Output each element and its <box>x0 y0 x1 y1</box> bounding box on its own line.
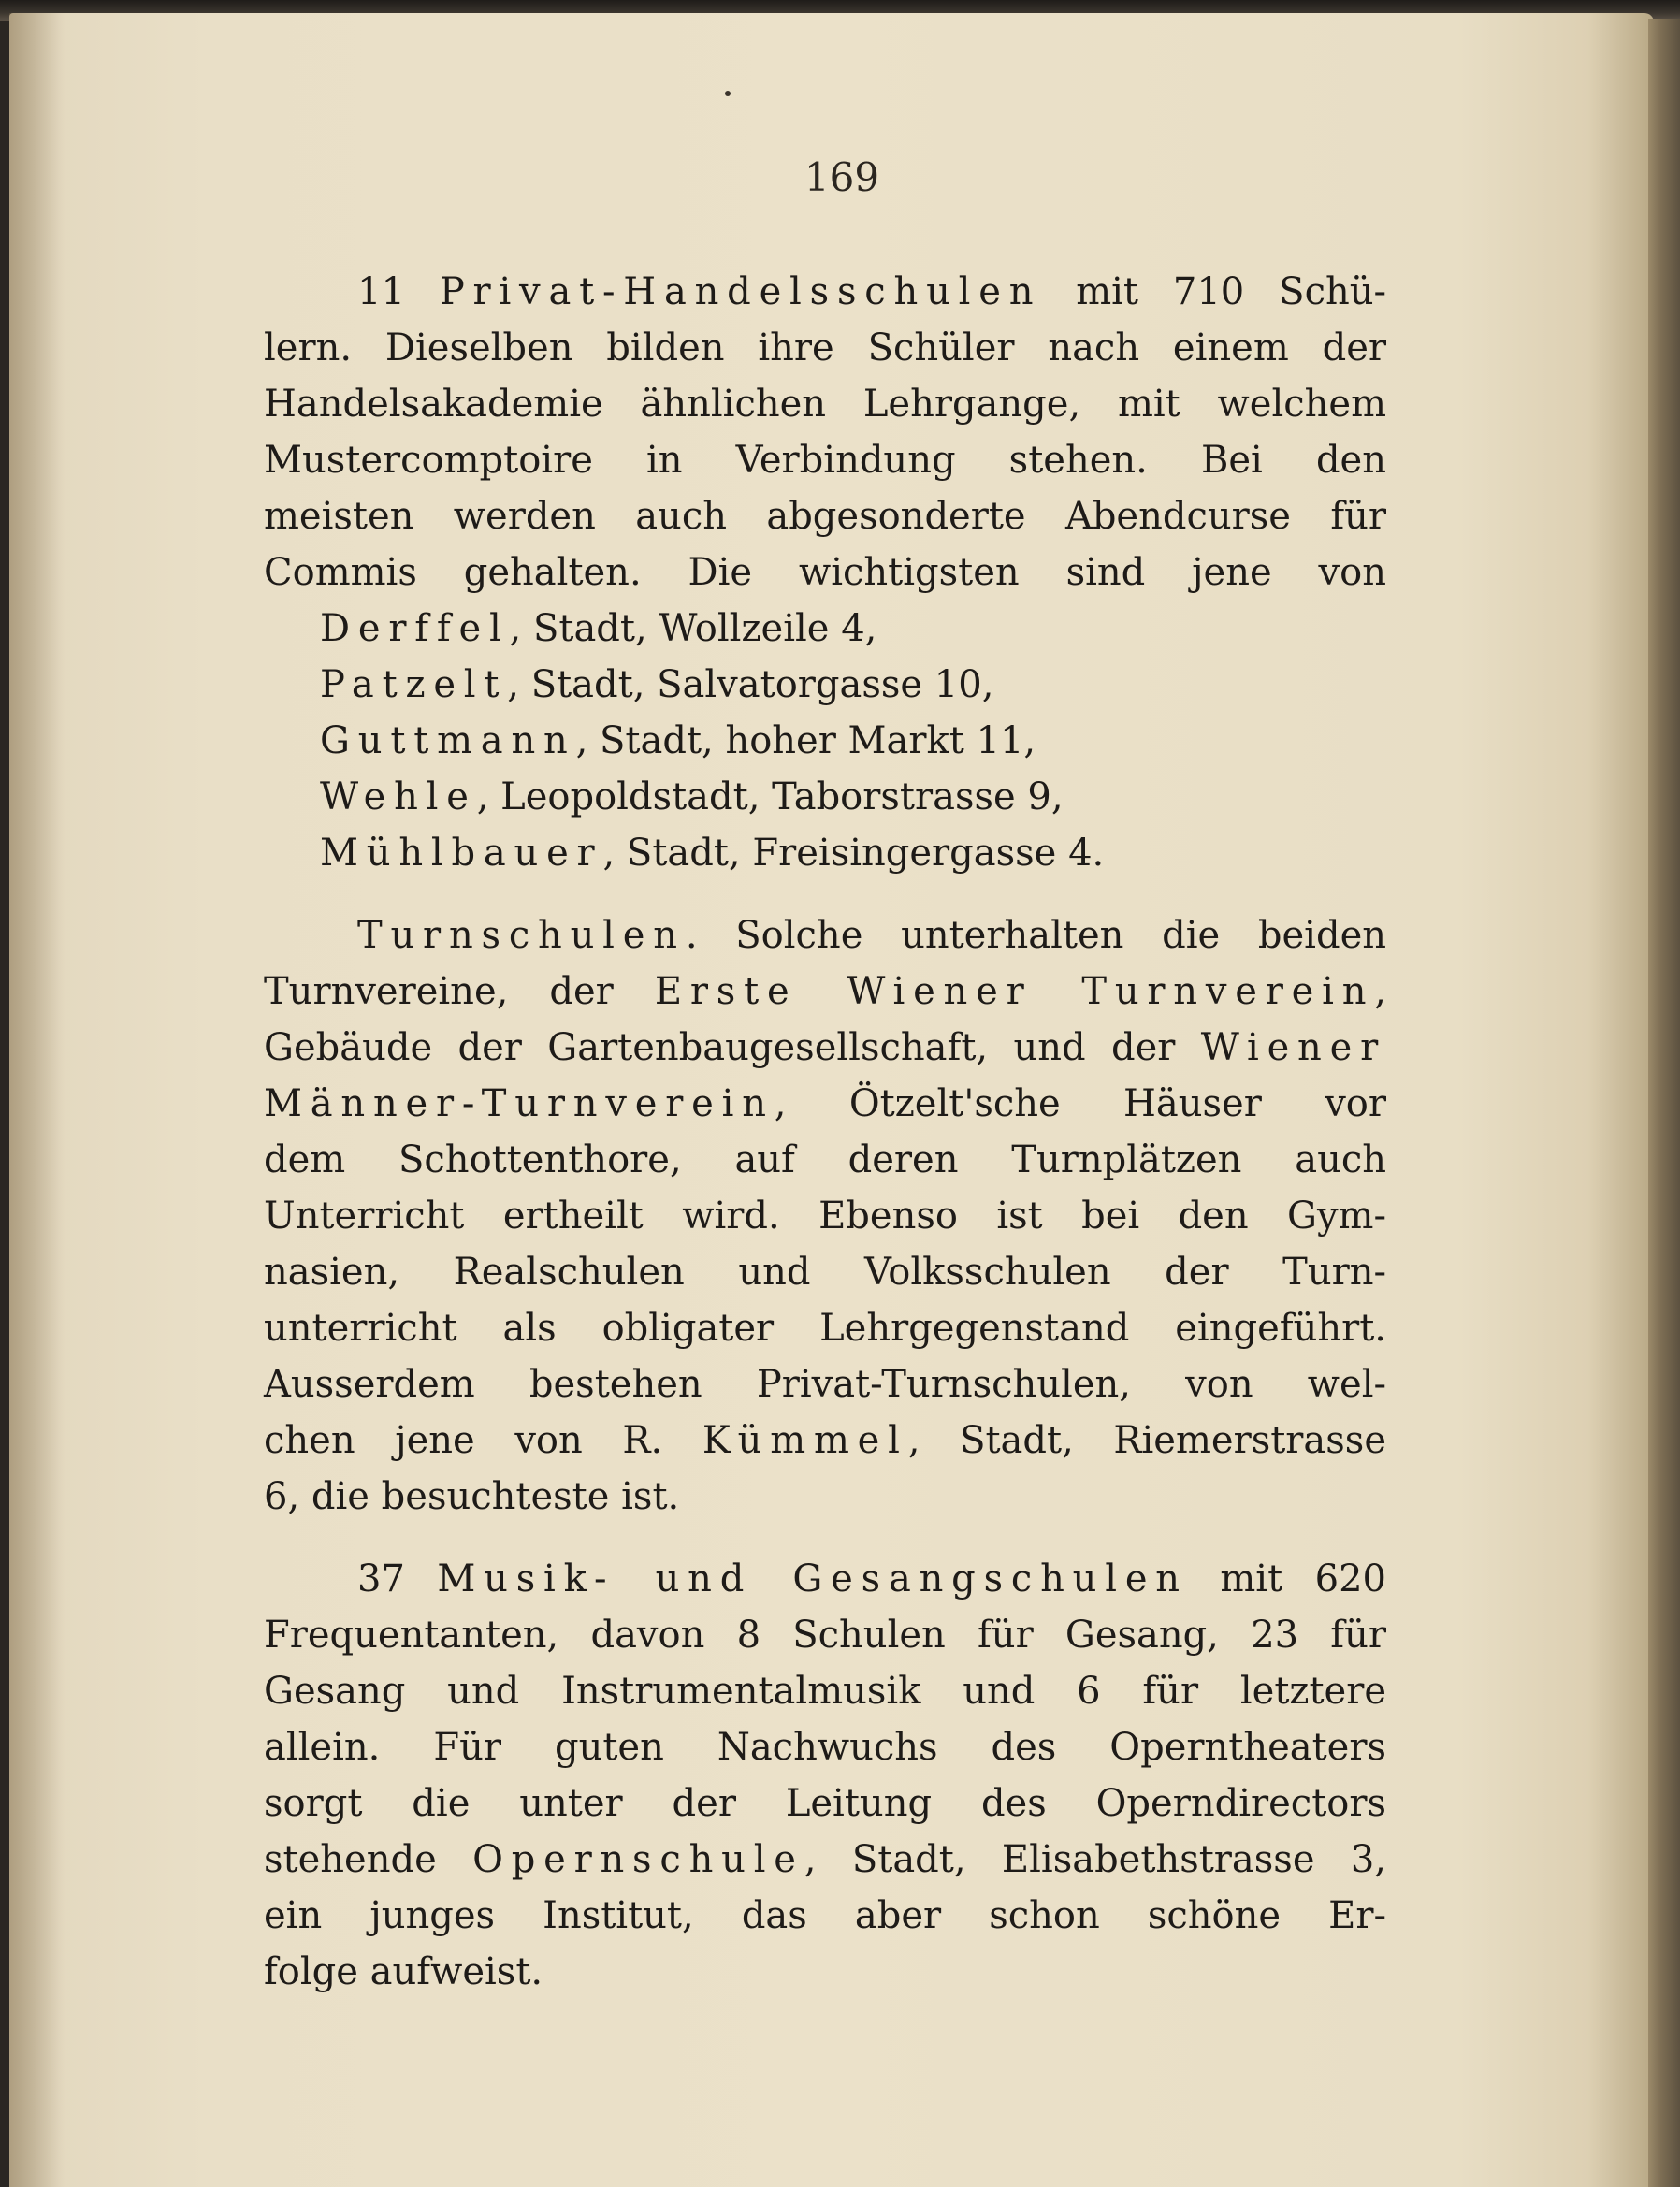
list-item: Guttmann, Stadt, hoher Markt 11, <box>320 719 1036 762</box>
text-line: dem Schottenthore, auf deren Turnplätzen auch <box>264 1138 1386 1181</box>
text-line: Frequentanten, davon 8 Schulen für Gesang, 23 für <box>264 1614 1386 1657</box>
text-line: stehende Opernschule, Stadt, Elisabethstrasse 3, <box>264 1838 1387 1881</box>
emphasized-term: Opernschule <box>472 1838 804 1881</box>
text-line: sorgt die unter der Leitung des Operndirectors <box>264 1782 1386 1825</box>
text-line: meisten werden auch abgesonderte Abendcurse für <box>264 495 1386 538</box>
text-line: Mustercomptoire in Verbindung stehen. Bei den <box>264 439 1386 482</box>
emphasized-term: Erste Wiener Turnverein <box>654 970 1375 1013</box>
emphasized-name: Kümmel <box>702 1419 908 1462</box>
text-line: Handelsakademie ähnlichen Lehrgange, mit welchem <box>264 383 1386 426</box>
emphasized-term: Privat-Handelsschulen <box>439 270 1042 313</box>
text-line: folge aufweist. <box>264 1950 543 1993</box>
text-line: allein. Für guten Nachwuchs des Operntheaters <box>264 1726 1386 1769</box>
emphasized-name: Derffel <box>320 607 510 650</box>
paragraph-gap <box>264 1525 1386 1551</box>
list-item: Patzelt, Stadt, Salvatorgasse 10, <box>320 663 994 706</box>
text-line: Commis gehalten. Die wichtigsten sind jene von <box>264 551 1386 594</box>
text-line: Gesang und Instrumentalmusik und 6 für letztere <box>264 1670 1386 1713</box>
text-line: 11 Privat-Handelsschulen mit 710 Schü- <box>357 270 1387 313</box>
emphasized-name: Wehle <box>320 775 477 818</box>
page-number: 169 <box>804 154 880 200</box>
emphasized-term: Männer-Turnverein <box>264 1082 775 1125</box>
text-line: Ausserdem bestehen Privat-Turnschulen, von wel- <box>264 1363 1386 1406</box>
text-line: Gebäude der Gartenbaugesellschaft, und der Wiener <box>264 1026 1386 1069</box>
text-line: chen jene von R. Kümmel, Stadt, Riemerstrasse <box>264 1419 1386 1462</box>
text-line: ein junges Institut, das aber schon schöne Er- <box>264 1894 1386 1937</box>
emphasized-name: Mühlbauer <box>320 832 603 875</box>
list-item: Derffel, Stadt, Wollzeile 4, <box>320 607 877 650</box>
page-right-edge <box>1648 19 1680 2187</box>
text-line: Unterricht ertheilt wird. Ebenso ist bei den Gym- <box>264 1195 1386 1238</box>
list-item: Mühlbauer, Stadt, Freisingergasse 4. <box>320 832 1105 875</box>
gutter-shadow <box>9 13 65 2187</box>
text-line: 37 Musik- und Gesangschulen mit 620 <box>357 1557 1386 1600</box>
list-item: Wehle, Leopoldstadt, Taborstrasse 9, <box>320 775 1064 818</box>
emphasized-name: Patzelt <box>320 663 508 706</box>
ink-speck <box>725 91 731 96</box>
text-line: Männer-Turnverein, Ötzelt'sche Häuser vor <box>264 1082 1386 1125</box>
emphasized-term: Turnschulen <box>357 914 686 957</box>
text-line: 6, die besuchteste ist. <box>264 1475 680 1518</box>
text-line: unterricht als obligater Lehrgegenstand eingeführt. <box>264 1307 1386 1350</box>
paragraph-gap <box>264 881 1386 907</box>
text-line: Turnschulen. Solche unterhalten die beiden <box>357 914 1386 957</box>
emphasized-term: Musik- und Gesangschulen <box>437 1557 1188 1600</box>
text-line: Turnvereine, der Erste Wiener Turnverein, <box>264 970 1386 1013</box>
text-line: lern. Dieselben bilden ihre Schüler nach einem der <box>264 326 1386 369</box>
emphasized-term: Wiener <box>1200 1026 1386 1069</box>
text-line: nasien, Realschulen und Volksschulen der Turn- <box>264 1251 1386 1294</box>
emphasized-name: Guttmann <box>320 719 576 762</box>
body-text <box>264 264 1386 2000</box>
